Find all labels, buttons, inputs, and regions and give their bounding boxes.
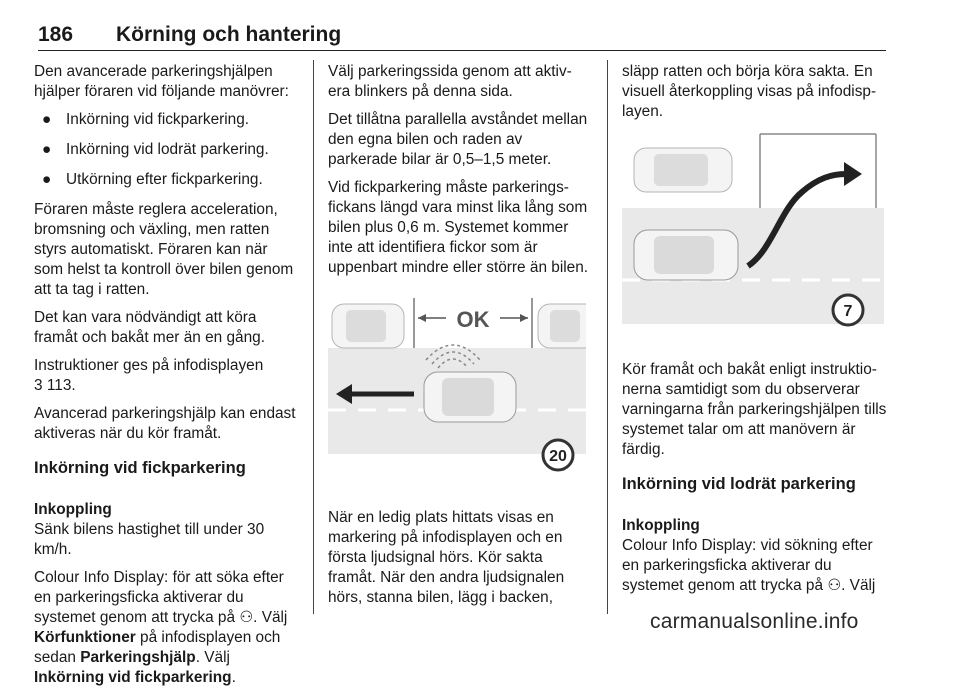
parked-car-left-icon — [332, 304, 404, 348]
parked-car-icon — [634, 148, 732, 192]
figure-number: 7 — [843, 303, 853, 320]
paragraph: När en ledig plats hittats visas en markering på infodisplayen och en första ljudsignal hörs. Kör sakta framåt. När den andra ljudsignalen hörs, stanna bilen, lägg i backen, — [328, 509, 565, 606]
ok-label: OK — [456, 307, 490, 332]
list-item: ● Inkörning vid lodrät parkering. — [42, 141, 269, 158]
paragraph: Vid fickparkering måste parkerings- fickans längd vara minst lika lång som bilen plus 0,6 m. Systemet kommer inte att identifiera fickor som är uppenbart mindre eller större än bilen. — [328, 179, 589, 276]
own-car-icon — [424, 372, 516, 422]
paragraph: Föraren måste reglera acceleration, bromsning och växling, men ratten styrs automatiskt. Föraren kan när som helst ta kontroll över bilen genom att ta tag i ratten. — [34, 201, 294, 298]
column-2 — [328, 62, 594, 616]
parking-assist-button-icon: ⚇ — [827, 577, 842, 594]
subheading: Inkoppling — [34, 501, 112, 518]
bullet-icon: ● — [42, 111, 52, 128]
paragraph: Instruktioner ges på infodisplayen 3 113. — [34, 357, 264, 394]
watermark: carmanualsonline.info — [650, 610, 859, 633]
bullet-icon: ● — [42, 141, 52, 158]
page-reference-link[interactable]: 113. — [46, 377, 76, 394]
page-ref-arrow-icon: 3 — [34, 377, 43, 394]
paragraph: Colour Info Display: vid sökning efter en parkeringsficka aktiverar du systemet genom att trycka på ⚇. Välj — [622, 537, 876, 594]
list-item: ● Inkörning vid fickparkering. — [42, 111, 250, 128]
paragraph: Det kan vara nödvändigt att köra framåt och bakåt mer än en gång. — [34, 309, 265, 346]
paragraph: släpp ratten och börja köra sakta. En visuell återkoppling visas på infodisp- layen. — [622, 63, 877, 120]
paragraph: Välj parkeringssida genom att aktiv- era blinkers på denna sida. — [328, 63, 572, 100]
page-title: Körning och hantering — [116, 23, 342, 46]
page-number: 186 — [38, 23, 74, 46]
list-item: ● Utkörning efter fickparkering. — [42, 171, 263, 188]
section-heading: Inkörning vid lodrät parkering — [622, 475, 856, 493]
parked-car-right-icon — [538, 304, 586, 348]
section-heading: Inkörning vid fickparkering — [34, 459, 246, 477]
column-1 — [34, 62, 298, 696]
parking-assist-button-icon: ⚇ — [239, 609, 254, 626]
visual-feedback-figure — [622, 130, 884, 340]
parallel-parking-figure — [328, 290, 586, 480]
page-header — [38, 10, 886, 51]
paragraph: Det tillåtna parallella avståndet mellan den egna bilen och raden av parkerade bilar är 0,5–1,5 meter. — [328, 111, 588, 168]
paragraph: Kör framåt och bakåt enligt instruktio- nerna samtidigt som du observerar varningarna från parkeringshjälpen tills systemet talar om att manövern är färdig. — [622, 361, 887, 458]
column-divider — [607, 60, 608, 614]
subheading: Inkoppling — [622, 517, 700, 534]
menu-item-parking-assist: Parkeringshjälp — [80, 649, 196, 666]
menu-item-drive-functions: Körfunktioner — [34, 629, 136, 646]
menu-item-parallel-parking: Inkörning vid fickparkering — [34, 669, 232, 686]
paragraph: Sänk bilens hastighet till under 30 km/h. — [34, 521, 265, 558]
paragraph: Avancerad parkeringshjälp kan endast aktiveras när du kör framåt. — [34, 405, 296, 442]
column-3 — [622, 62, 888, 604]
paragraph: Den avancerade parkeringshjälpen hjälper föraren vid följande manövrer: — [34, 63, 289, 100]
maneuver-list — [34, 110, 298, 190]
own-car-icon — [634, 230, 738, 280]
paragraph: Colour Info Display: för att söka efter en parkeringsficka aktiverar du systemet genom att trycka på ⚇. Välj Körfunktioner på infodisplayen och sedan Parkeringshjälp. Välj Inkörning vid fickparkering. — [34, 569, 288, 686]
column-divider — [313, 60, 314, 614]
bullet-icon: ● — [42, 171, 52, 188]
figure-number: 20 — [549, 448, 567, 465]
